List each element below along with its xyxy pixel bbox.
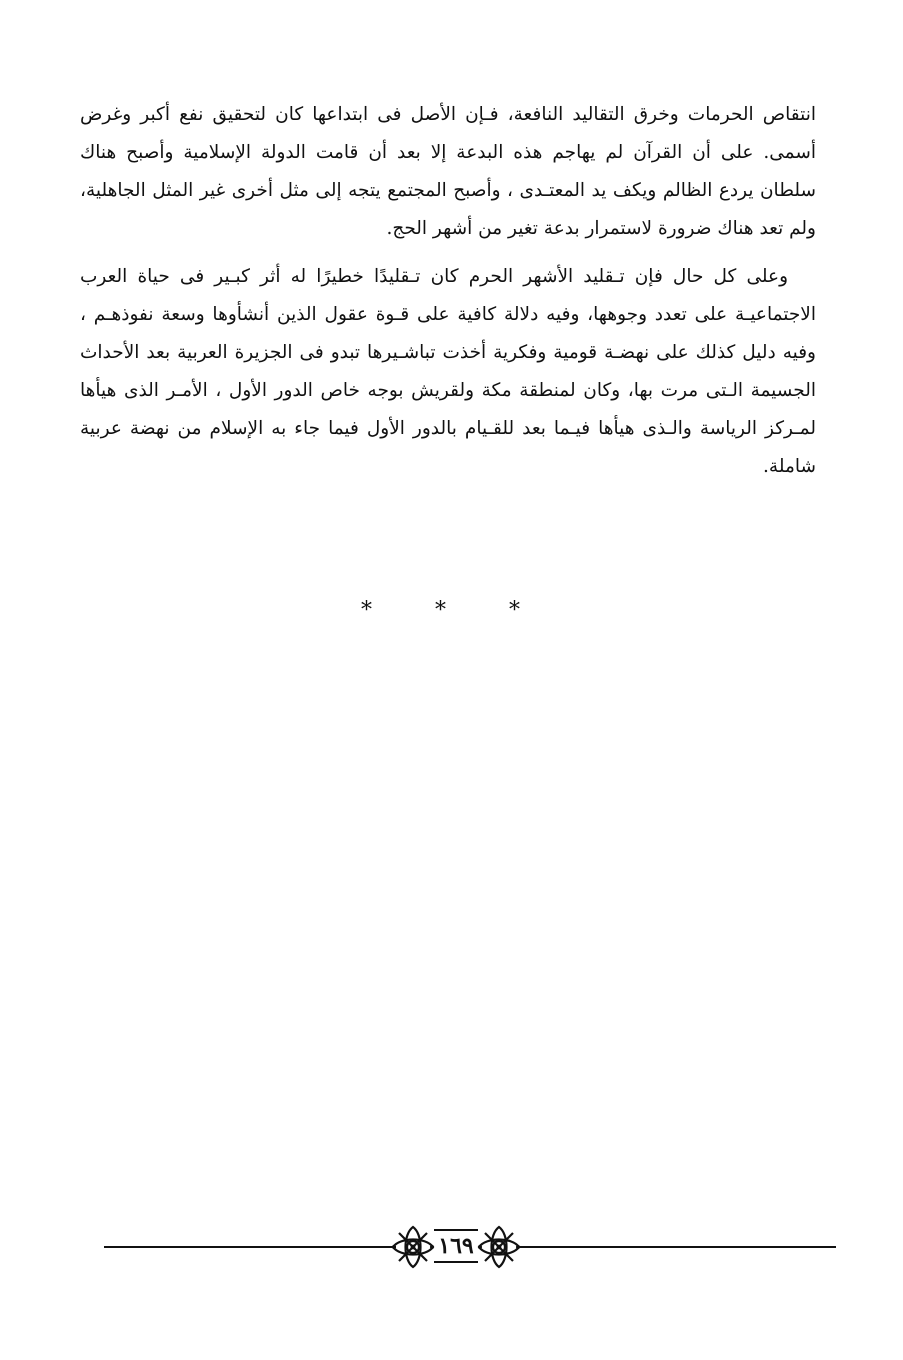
footer-rule-left	[104, 1246, 396, 1248]
page-footer	[104, 1212, 836, 1282]
page-body	[80, 96, 816, 486]
section-separator	[0, 598, 903, 623]
page-number: ١٦٩	[434, 1229, 478, 1263]
separator-asterisk: *	[509, 598, 542, 623]
arabesque-knot-icon	[476, 1224, 522, 1270]
arabesque-knot-icon	[390, 1224, 436, 1270]
paragraph-2: وعلى كل حال فإن تـقليد الأشهر الحرم كان تـقليدًا خطيرًا له أثر كبـير فى حياة العرب الاجتماعيـة على تعدد وجوهها، وفيه دلالة كافية على قـوة عقول الذين أنشأوها وسعة نفوذهـم ، وفيه دليل كذلك على نهضـة قومية وفكرية أخذت تباشـيرها تبدو فى الجزيرة العربية بعد الأحداث الجسيمة الـتى مرت بها، وكان لمنطقة مكة ولقريش بوجه خاص الدور الأول ، الأمـر الذى هيأها لمـركز الرياسة والـذى هيأها فيـما بعد للقـيام بالدور الأول فيما جاء به الإسلام من نهضة عربية شاملة.	[80, 266, 816, 477]
footer-rule-right	[518, 1246, 836, 1248]
separator-asterisk: *	[435, 598, 468, 623]
separator-asterisk: *	[361, 598, 394, 623]
paragraph-1: انتقاص الحرمات وخرق التقاليد النافعة، فـإن الأصل فى ابتداعها كان لتحقيق نفع أكبر وغرض أسمى. على أن القرآن لم يهاجم هذه البدعة إلا بعد أن قامت الدولة الإسلامية وأصبح هناك سلطان يردع الظالم ويكف يد المعتـدى ، وأصبح المجتمع يتجه إلى مثل أخرى غير المثل الجاهلية، ولم تعد هناك ضرورة لاستمرار بدعة تغير من أشهر الحج.	[80, 104, 816, 239]
